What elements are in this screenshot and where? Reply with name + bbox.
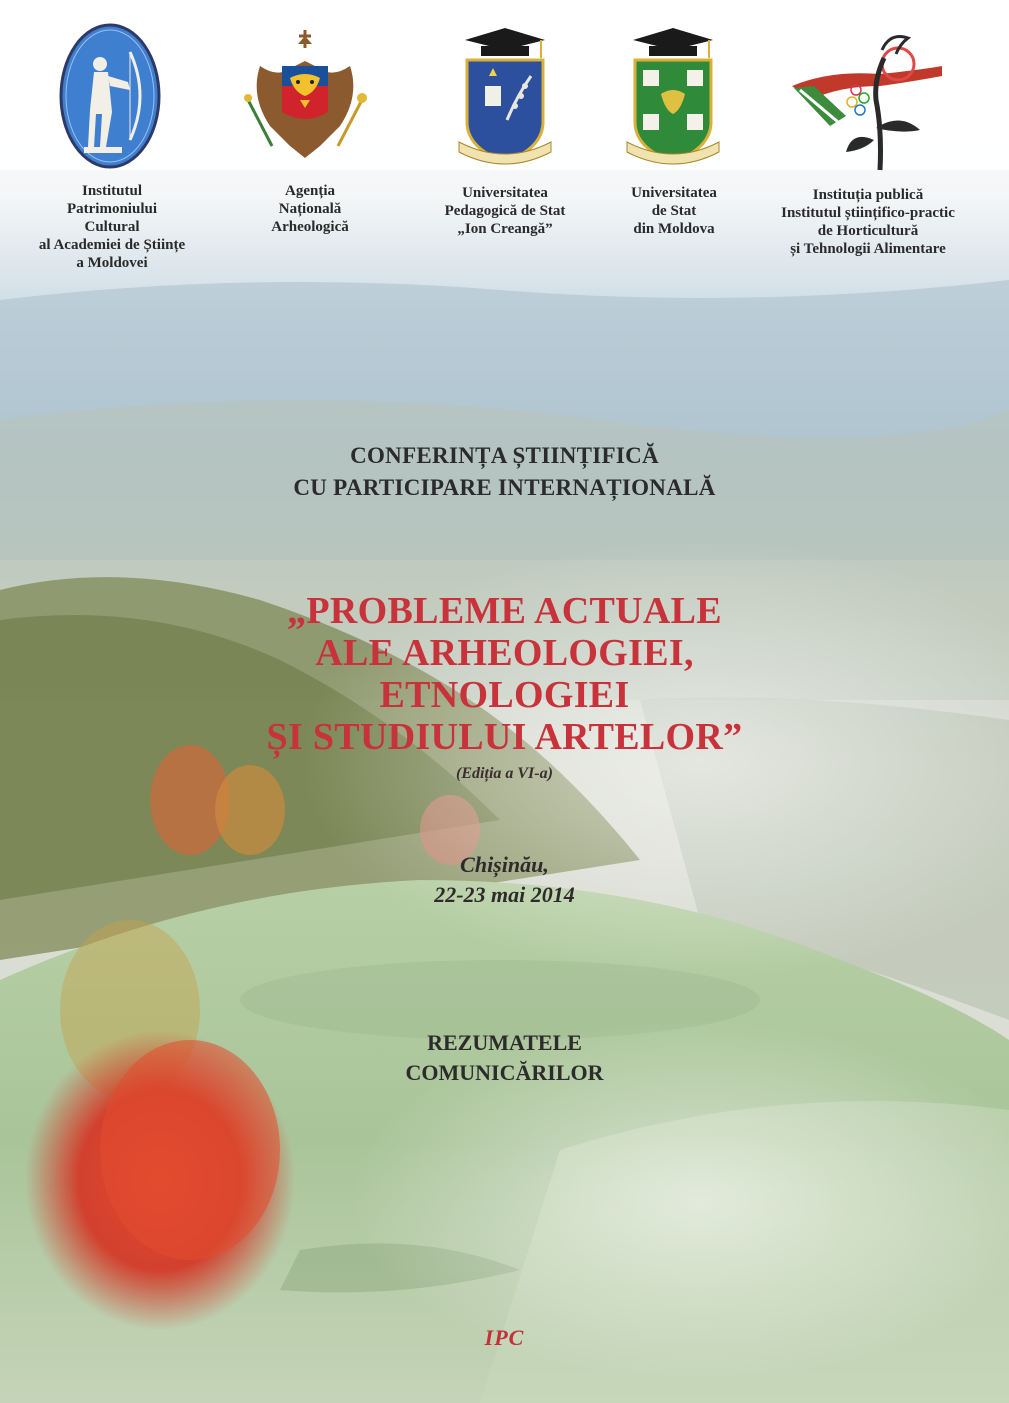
caption-line: Patrimoniului bbox=[66, 201, 157, 217]
caption-line: Institutul științifico-practic bbox=[781, 205, 955, 221]
logo-caption-agency bbox=[230, 182, 390, 236]
section-line: COMUNICĂRILOR bbox=[405, 1060, 604, 1085]
caption-line: Cultural bbox=[84, 219, 140, 235]
state-university-crest-icon bbox=[623, 26, 723, 176]
caption-line: de Horticultură bbox=[817, 223, 919, 239]
conference-line: CU PARTICIPARE INTERNAȚIONALĂ bbox=[293, 475, 716, 500]
publisher-logo: IPC bbox=[484, 1325, 525, 1350]
caption-line: Universitatea bbox=[631, 185, 717, 201]
caption-line: „Ion Creangă” bbox=[457, 221, 553, 237]
apollo-emblem-icon bbox=[58, 22, 162, 170]
caption-line: și Tehnologii Alimentare bbox=[790, 241, 946, 257]
logo-caption-horticulture-institute bbox=[752, 186, 984, 258]
title-line: ETNOLOGIEI bbox=[379, 674, 630, 716]
edition-label: (Ediția a VI-a) bbox=[456, 765, 553, 782]
city-label: Chișinău, bbox=[460, 852, 549, 877]
logo-caption-institute bbox=[12, 182, 212, 272]
horticulture-institute-logo-icon bbox=[790, 30, 950, 175]
caption-line: a Moldovei bbox=[76, 255, 148, 271]
title-line: ALE ARHEOLOGIEI, bbox=[315, 632, 694, 674]
caption-line: al Academiei de Științe bbox=[38, 237, 186, 253]
caption-line: de Stat bbox=[651, 203, 697, 219]
pedagogical-university-crest-icon bbox=[455, 26, 555, 176]
page-title bbox=[0, 590, 1009, 758]
section-line: REZUMATELE bbox=[427, 1030, 582, 1055]
logo-caption-state-university bbox=[600, 184, 748, 238]
logos-row bbox=[0, 0, 1009, 280]
conference-line: CONFERINȚA ȘTIINȚIFICĂ bbox=[350, 443, 659, 468]
caption-line: din Moldova bbox=[633, 221, 715, 237]
caption-line: Pedagogică de Stat bbox=[444, 203, 566, 219]
caption-line: Arheologică bbox=[271, 219, 349, 235]
title-line: ȘI STUDIULUI ARTELOR” bbox=[266, 716, 743, 758]
caption-line: Instituția publică bbox=[812, 187, 924, 203]
logo-caption-pedagogical-university bbox=[410, 184, 600, 238]
caption-line: Universitatea bbox=[462, 185, 548, 201]
conference-heading bbox=[0, 440, 1009, 504]
caption-line: Institutul bbox=[81, 183, 143, 199]
date-label: 22-23 mai 2014 bbox=[434, 882, 575, 907]
caption-line: Națională bbox=[278, 201, 342, 217]
caption-line: Agenția bbox=[285, 183, 335, 199]
moldova-coat-of-arms-icon bbox=[240, 26, 370, 166]
abstracts-heading bbox=[0, 1028, 1009, 1088]
place-date bbox=[0, 850, 1009, 910]
title-line: „PROBLEME ACTUALE bbox=[287, 590, 722, 632]
